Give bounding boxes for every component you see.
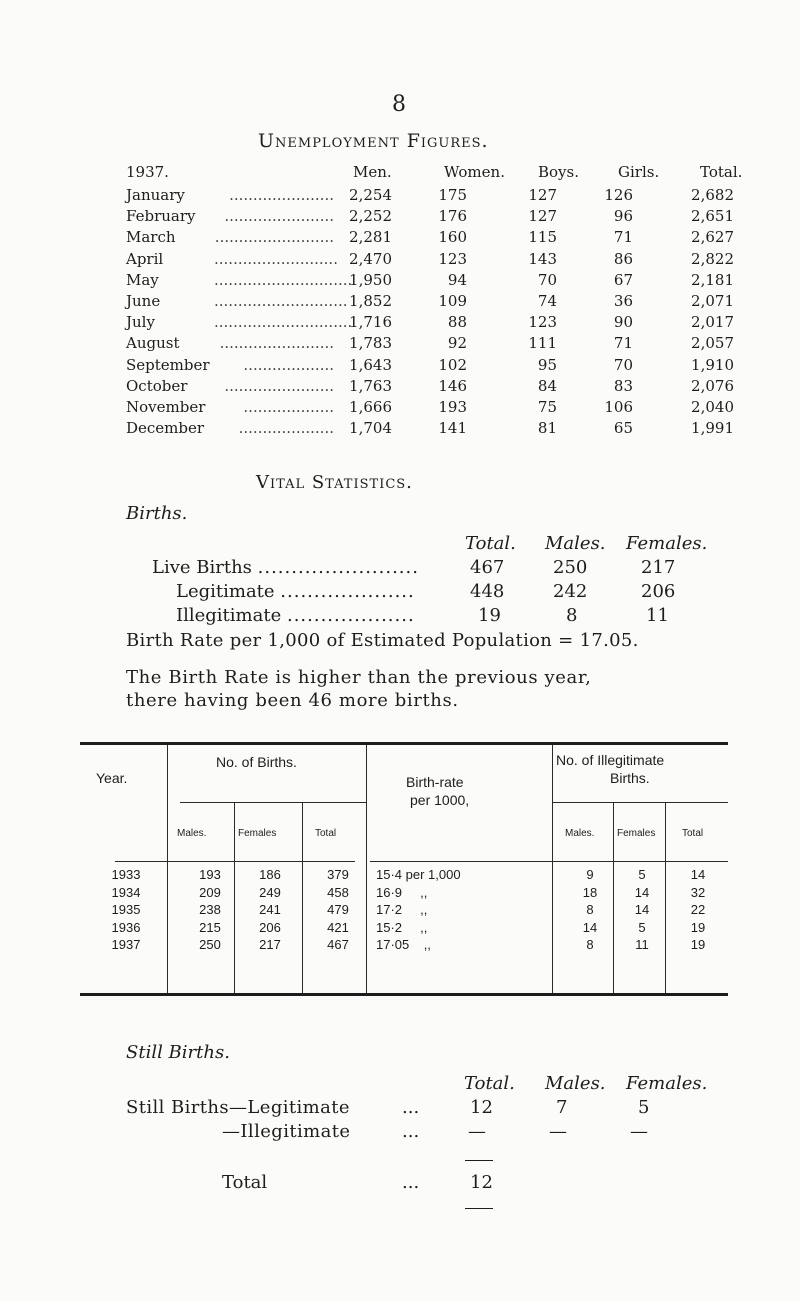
unemp-cell-girls: 126: [604, 186, 633, 204]
births-table-cell-i-total: 19: [690, 937, 706, 952]
unemp-cell-girls: 86: [613, 250, 633, 268]
still-births-illegitimate-dots: ...: [402, 1121, 420, 1142]
header-birth-rate: Birth-rate: [406, 774, 464, 790]
unemp-header-year: 1937.: [126, 163, 169, 181]
unemp-cell-women: 160: [438, 228, 467, 246]
unemp-cell-boys: 74: [537, 292, 557, 310]
unemp-leader-dots: ..........................: [214, 250, 338, 268]
births-col-total: Total.: [465, 533, 516, 554]
table-vline: [613, 802, 614, 993]
unemp-cell-total: 2,822: [691, 250, 734, 268]
subheader-illeg-males: Males.: [565, 828, 595, 839]
unemp-cell-boys: 70: [537, 271, 557, 289]
unemp-cell-men: 1,643: [349, 356, 392, 374]
births-table-cell-i-total: 22: [690, 902, 706, 917]
unemp-leader-dots: .............................: [214, 313, 353, 331]
unemp-cell-men: 1,763: [349, 377, 392, 395]
births-table-cell-i-females: 14: [634, 902, 650, 917]
births-table-cell-i-males: 14: [582, 919, 598, 935]
unemp-cell-total: 2,682: [691, 186, 734, 204]
births-table-cell-year: 1937: [111, 937, 141, 952]
still-births-legitimate-females: 5: [638, 1097, 650, 1118]
unemp-cell-boys: 81: [537, 419, 557, 437]
live-births-females: 217: [641, 557, 676, 578]
still-births-legitimate-total: 12: [470, 1097, 493, 1118]
still-births-illegitimate-label: —Illegitimate: [222, 1121, 351, 1142]
unemp-cell-total: 1,910: [691, 356, 734, 374]
table-vline: [234, 802, 235, 993]
births-table-cell-i-total: 19: [690, 919, 706, 935]
unemp-header-women: Women.: [444, 163, 505, 181]
table-vline: [302, 802, 303, 993]
still-births-total-value: 12: [470, 1172, 493, 1193]
header-year: Year.: [96, 770, 128, 786]
unemp-cell-men: 2,281: [349, 228, 392, 246]
unemp-leader-dots: ......................: [229, 186, 334, 204]
births-col-males: Males.: [545, 533, 606, 554]
still-births-total-dots: ...: [402, 1172, 420, 1193]
unemp-cell-girls: 65: [613, 419, 633, 437]
table-vline: [167, 745, 168, 993]
births-table-cell-total: 467: [327, 937, 349, 952]
unemp-cell-women: 176: [438, 207, 467, 225]
table-hline: [370, 861, 728, 862]
unemp-month-label: February: [126, 207, 196, 225]
unemp-cell-women: 88: [447, 313, 467, 331]
unemp-leader-dots: ...................: [243, 398, 334, 416]
unemp-cell-women: 92: [447, 334, 467, 352]
births-table-cell-i-females: 5: [638, 919, 646, 935]
unemp-cell-men: 2,254: [349, 186, 392, 204]
still-births-legitimate-males: 7: [556, 1097, 568, 1118]
live-births-males: 250: [553, 557, 588, 578]
births-table-cell-year: 1934: [111, 884, 141, 900]
legitimate-row: [176, 581, 415, 602]
unemp-month-label: April: [126, 250, 164, 268]
unemp-cell-women: 102: [438, 356, 467, 374]
births-table-cell-females: 249: [259, 884, 281, 900]
table-bottom-rule: [80, 993, 728, 996]
unemp-month-label: May: [126, 271, 159, 289]
births-table-cell-total: 421: [327, 919, 349, 935]
unemp-cell-total: 2,071: [691, 292, 734, 310]
unemp-cell-girls: 96: [613, 207, 633, 225]
births-table-cell-rate: 17·2 ,,: [376, 902, 428, 917]
still-births-col-males: Males.: [545, 1073, 606, 1094]
births-comparison-table: [80, 712, 728, 1012]
births-table-cell-i-males: 9: [586, 867, 594, 882]
unemp-month-label: August: [126, 334, 180, 352]
unemp-cell-women: 146: [438, 377, 467, 395]
unemp-month-label: March: [126, 228, 176, 246]
unemployment-title: Unemployment Figures.: [258, 130, 489, 152]
unemp-leader-dots: ....................: [238, 419, 334, 437]
unemp-leader-dots: .......................: [224, 377, 334, 395]
births-table-cell-i-males: 8: [586, 937, 594, 952]
unemp-cell-women: 109: [438, 292, 467, 310]
header-illegitimate-2: Births.: [610, 770, 650, 786]
unemp-cell-women: 123: [438, 250, 467, 268]
table-hline: [180, 802, 366, 803]
still-births-illegitimate-males: —: [549, 1121, 567, 1142]
live-births-label: Live Births: [152, 557, 252, 578]
births-table-cell-males: 193: [199, 867, 221, 882]
births-table-cell-females: 206: [259, 919, 281, 935]
unemp-cell-total: 2,651: [691, 207, 734, 225]
births-table-cell-total: 479: [327, 902, 349, 917]
unemp-cell-men: 1,704: [349, 419, 392, 437]
unemp-cell-boys: 143: [528, 250, 557, 268]
illegitimate-males: 8: [566, 605, 578, 626]
unemp-header-girls: Girls.: [618, 163, 660, 181]
live-births-row: [152, 557, 419, 578]
unemp-month-label: November: [126, 398, 206, 416]
live-births-dots: ........................: [257, 557, 419, 578]
birth-rate-paragraph-line-2: there having been 46 more births.: [126, 690, 459, 711]
unemp-cell-total: 2,040: [691, 398, 734, 416]
births-table-cell-rate: 15·4 per 1,000: [376, 867, 461, 882]
unemp-cell-boys: 111: [528, 334, 557, 352]
birth-rate-paragraph-line-1: The Birth Rate is higher than the previous year,: [126, 667, 592, 688]
births-col-females: Females.: [626, 533, 708, 554]
illegitimate-dots: ...................: [286, 605, 415, 626]
illegitimate-total: 19: [478, 605, 501, 626]
illegitimate-females: 11: [646, 605, 669, 626]
births-table-cell-rate: 17·05 ,,: [376, 937, 431, 952]
still-births-heading: Still Births.: [126, 1042, 230, 1063]
unemp-cell-girls: 36: [613, 292, 633, 310]
births-table-cell-year: 1936: [111, 919, 141, 935]
vital-statistics-title: Vital Statistics.: [256, 472, 413, 493]
births-table-cell-i-males: 18: [582, 884, 598, 900]
unemp-cell-girls: 90: [613, 313, 633, 331]
illegitimate-row: [176, 605, 415, 626]
births-table-cell-total: 379: [327, 867, 349, 882]
unemp-cell-boys: 127: [528, 207, 557, 225]
illegitimate-label: Illegitimate: [176, 605, 282, 626]
birth-rate-line: Birth Rate per 1,000 of Estimated Population = 17.05.: [126, 630, 639, 651]
unemp-cell-boys: 127: [528, 186, 557, 204]
still-births-legitimate-label: Still Births—Legitimate: [126, 1097, 350, 1118]
subheader-illeg-females: Females: [617, 828, 656, 839]
unemp-cell-total: 2,627: [691, 228, 734, 246]
legitimate-dots: ....................: [280, 581, 415, 602]
subheader-total: Total: [315, 828, 337, 839]
births-table-cell-i-females: 5: [638, 867, 646, 882]
births-table-cell-males: 209: [199, 884, 221, 900]
births-table-cell-females: 217: [259, 937, 281, 952]
unemp-leader-dots: ........................: [219, 334, 334, 352]
births-table-cell-year: 1935: [111, 902, 141, 917]
unemp-cell-men: 1,666: [349, 398, 392, 416]
unemp-cell-total: 2,076: [691, 377, 734, 395]
unemp-header-men: Men.: [353, 163, 392, 181]
unemp-cell-boys: 75: [537, 398, 557, 416]
header-per-1000: per 1000,: [410, 792, 470, 808]
legitimate-females: 206: [641, 581, 676, 602]
still-births-illegitimate-females: —: [630, 1121, 648, 1142]
unemp-cell-total: 2,017: [691, 313, 734, 331]
unemp-header-boys: Boys.: [538, 163, 579, 181]
unemp-cell-women: 193: [438, 398, 467, 416]
births-table-cell-rate: 15·2 ,,: [376, 919, 428, 935]
unemp-cell-girls: 71: [613, 334, 633, 352]
still-births-total-rule: [465, 1208, 493, 1209]
still-births-col-females: Females.: [626, 1073, 708, 1094]
unemp-leader-dots: ............................: [214, 292, 348, 310]
page-number: 8: [392, 92, 406, 117]
unemp-cell-girls: 83: [613, 377, 633, 395]
unemp-header-total: Total.: [700, 163, 743, 181]
legitimate-label: Legitimate: [176, 581, 275, 602]
still-births-total-label: Total: [222, 1172, 268, 1193]
unemp-cell-total: 2,181: [691, 271, 734, 289]
unemp-month-label: January: [126, 186, 185, 204]
table-hline: [552, 802, 728, 803]
unemp-leader-dots: ...................: [243, 356, 334, 374]
unemp-leader-dots: .............................: [214, 271, 353, 289]
legitimate-males: 242: [553, 581, 588, 602]
unemp-month-label: September: [126, 356, 210, 374]
header-no-of-births: No. of Births.: [216, 754, 297, 770]
births-table-cell-males: 215: [199, 919, 221, 935]
unemp-month-label: June: [126, 292, 161, 310]
still-births-illegitimate-total: —: [468, 1121, 486, 1142]
subheader-females: Females: [238, 828, 277, 839]
births-table-cell-males: 238: [199, 902, 221, 917]
births-table-cell-i-males: 8: [586, 902, 594, 917]
births-table-cell-total: 458: [327, 884, 349, 900]
unemp-cell-women: 141: [438, 419, 467, 437]
unemp-leader-dots: .........................: [214, 228, 334, 246]
births-table-cell-females: 186: [259, 867, 281, 882]
unemp-cell-women: 94: [447, 271, 467, 289]
unemp-cell-men: 1,852: [349, 292, 392, 310]
unemp-cell-total: 2,057: [691, 334, 734, 352]
births-heading: Births.: [126, 503, 188, 524]
unemp-cell-men: 2,470: [349, 250, 392, 268]
subheader-illeg-total: Total: [682, 828, 704, 839]
still-births-col-total: Total.: [464, 1073, 515, 1094]
still-births-legitimate-dots: ...: [402, 1097, 420, 1118]
unemp-cell-women: 175: [438, 186, 467, 204]
births-table-cell-rate: 16·9 ,,: [376, 884, 428, 900]
subheader-males: Males.: [177, 828, 207, 839]
unemp-cell-men: 1,716: [349, 313, 392, 331]
births-table-cell-males: 250: [199, 937, 221, 952]
live-births-total: 467: [470, 557, 505, 578]
header-illegitimate-1: No. of Illegitimate: [556, 752, 665, 768]
births-table-cell-year: 1933: [111, 867, 141, 882]
unemp-leader-dots: .......................: [224, 207, 334, 225]
unemp-cell-boys: 123: [528, 313, 557, 331]
births-table-cell-i-females: 14: [634, 884, 650, 900]
unemp-cell-girls: 67: [613, 271, 633, 289]
births-table-cell-females: 241: [259, 902, 281, 917]
unemp-cell-girls: 70: [613, 356, 633, 374]
births-table-cell-i-total: 32: [690, 884, 706, 900]
still-births-sum-rule: [465, 1160, 493, 1161]
births-table-cell-i-total: 14: [690, 867, 706, 882]
table-hline: [115, 861, 355, 862]
unemp-cell-men: 1,950: [349, 271, 392, 289]
table-vline: [665, 802, 666, 993]
legitimate-total: 448: [470, 581, 505, 602]
unemp-cell-total: 1,991: [691, 419, 734, 437]
unemp-cell-men: 1,783: [349, 334, 392, 352]
births-table-cell-i-females: 11: [635, 937, 649, 952]
unemp-cell-girls: 106: [604, 398, 633, 416]
unemp-cell-boys: 115: [528, 228, 557, 246]
unemp-cell-boys: 95: [537, 356, 557, 374]
unemp-cell-boys: 84: [537, 377, 557, 395]
table-top-rule: [80, 742, 728, 745]
unemp-cell-men: 2,252: [349, 207, 392, 225]
table-vline: [552, 745, 553, 993]
table-vline: [366, 745, 367, 993]
unemp-cell-girls: 71: [613, 228, 633, 246]
unemp-month-label: October: [126, 377, 188, 395]
unemp-month-label: July: [126, 313, 155, 331]
unemp-month-label: December: [126, 419, 205, 437]
